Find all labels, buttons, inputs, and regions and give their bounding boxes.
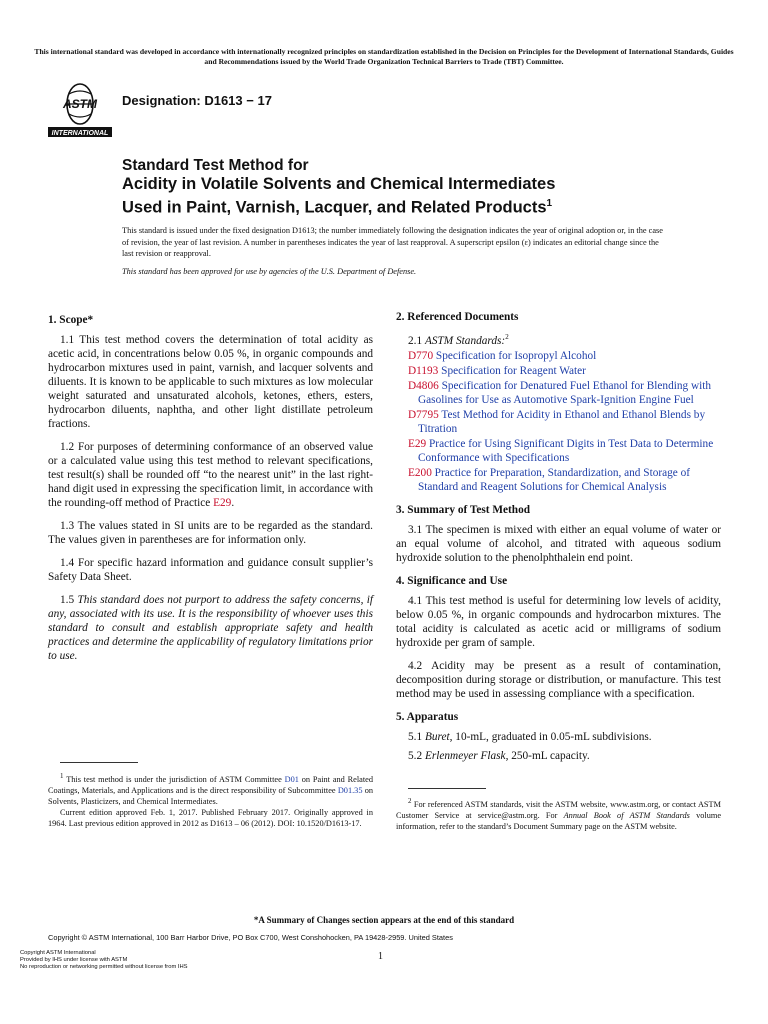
title-line-3-text: Used in Paint, Varnish, Lacquer, and Related Products [122, 198, 547, 217]
subhead-number: 2.1 [408, 334, 425, 347]
significance-heading: 4. Significance and Use [396, 574, 508, 587]
ref-title-e29[interactable]: Practice for Using Significant Digits in Test Data to Determine Conformance with Specifications [418, 437, 714, 464]
significance-4-1: 4.1 This test method is useful for determining low levels of acidity, below 0.05 %, in organic compounds and hydrocarbon mixtures. The total acidity is calculated as acetic acid or milligrams of sodium hydroxide per gram of sample. [396, 594, 721, 649]
logo-international-text: INTERNATIONAL [51, 130, 109, 137]
footnote-divider-right [408, 788, 486, 789]
footnote-1 [48, 771, 373, 829]
ref-title-d7795[interactable]: Test Method for Acidity in Ethanol and Ethanol Blends by Titration [418, 408, 706, 435]
footnote-1-part-c: on Solvents, Plasticizers, and Chemical Intermediates. [48, 785, 373, 806]
apparatus-5-2-name: Erlenmeyer Flask, [424, 749, 509, 762]
title-line-2: Acidity in Volatile Solvents and Chemical Intermediates [122, 175, 556, 193]
subhead-footnote-mark: 2 [505, 333, 509, 341]
summary-of-changes-note: *A Summary of Changes section appears at the end of this standard [253, 915, 515, 925]
scope-1-2-text: 1.2 For purposes of determining conformance of an observed value or a calculated value using this test method to relevant specifications, test result(s) shall be rounded off “to the nearest unit” in the last right-hand digit used in expressing the specification limit, in accordance with the rounding-off method of Practice [48, 441, 373, 509]
footnote-1-edition: Current edition approved Feb. 1, 2017. Published February 2017. Originally approved in 1964. Last previous edition approved in 2012 as D1613 – 06 (2012). DOI: 10.1520/D1613-17. [48, 807, 373, 828]
footnote-2 [396, 796, 721, 832]
footnote-2-part-b: volume information, refer to the standard’s Document Summary page on the ASTM website. [396, 810, 721, 831]
e29-link[interactable]: E29 [213, 497, 232, 509]
license-line: Provided by IHS under license with ASTM [20, 957, 128, 963]
apparatus-5-1 [396, 730, 721, 744]
scope-1-2 [48, 440, 373, 510]
ref-title-d4806[interactable]: Specification for Denatured Fuel Ethanol for Blending with Gasolines for Use as Automotive Spark-Ignition Engine Fuel [418, 379, 712, 406]
ref-code-e200[interactable]: E200 [408, 466, 432, 479]
referenced-documents-heading: 2. Referenced Documents [396, 311, 519, 323]
ref-item [408, 408, 721, 436]
title-line-3 [122, 194, 682, 218]
ref-item [408, 364, 721, 378]
logo-astm-text: ASTM [63, 97, 97, 111]
title-footnote-mark: 1 [546, 198, 553, 209]
right-column [396, 310, 721, 772]
document-title [122, 156, 682, 218]
apparatus-5-1-text: 10-mL, graduated in 0.05-mL subdivisions. [452, 730, 652, 743]
footnote-2-mark: 2 [408, 797, 412, 805]
designation: Designation: D1613 − 17 [122, 93, 272, 108]
subcommittee-d0135-link[interactable]: D01.35 [337, 785, 363, 795]
license-line: Copyright ASTM International [20, 950, 96, 956]
ref-item [408, 379, 721, 407]
copyright-line: Copyright © ASTM International, 100 Barr Harbor Drive, PO Box C700, West Conshohocken, PA 19428-2959. United States [48, 933, 453, 942]
scope-heading: 1. Scope* [48, 314, 94, 326]
apparatus-heading: 5. Apparatus [396, 710, 459, 723]
license-line: No reproduction or networking permitted without license from IHS [20, 964, 188, 970]
footnote-1-text [48, 771, 373, 807]
astm-standards-subhead [396, 330, 721, 348]
ref-item [408, 437, 721, 465]
footnote-1-mark: 1 [60, 772, 64, 780]
subhead-text: ASTM Standards: [424, 334, 506, 347]
apparatus-5-1-name: Buret, [424, 730, 453, 743]
significance-4-2: 4.2 Acidity may be present as a result of contamination, decomposition during storage or distribution, or manufacture. This test method may be used in assessing compliance with a specification. [396, 659, 721, 700]
footnote-2-italic: Annual Book of ASTM Standards [563, 810, 690, 820]
ref-item [408, 349, 721, 363]
issue-note [122, 225, 667, 260]
committee-d01-link[interactable]: D01 [284, 774, 299, 784]
title-line-1: Standard Test Method for [122, 157, 309, 174]
astm-logo-graphic [44, 80, 116, 138]
footnote-2-text [396, 796, 721, 832]
astm-logo [44, 80, 116, 138]
ref-code-d770[interactable]: D770 [408, 349, 434, 362]
left-column [48, 313, 373, 672]
ref-code-d7795[interactable]: D7795 [408, 408, 439, 421]
ref-title-d770[interactable]: Specification for Isopropyl Alcohol [433, 349, 597, 362]
scope-1-5-number: 1.5 [60, 594, 78, 606]
scope-1-2-end: . [231, 497, 235, 509]
scope-1-1: 1.1 This test method covers the determination of total acidity as acetic acid, in concentrations below 0.05 %, in organic compounds and hydrocarbon mixtures used in paint, varnish, and lacquer solvents and diluents. It is known to be applicable to such mixtures as low molecular weight saturated and unsaturated alcohols, ketones, ethers, esters, hydrocarbon diluents, naphtha, and other light distillate petroleum fractions. [48, 334, 373, 430]
apparatus-5-2-text: 250-mL capacity. [508, 749, 590, 762]
ref-item [408, 466, 721, 494]
scope-1-3: 1.3 The values stated in SI units are to be regarded as the standard. The values given in parentheses are for information only. [48, 520, 373, 546]
footnote-2-part-a: For referenced ASTM standards, visit the ASTM website, www.astm.org, or contact ASTM Customer Service at service@astm.org. For [396, 799, 721, 820]
apparatus-5-1-number: 5.1 [408, 730, 425, 743]
ref-code-d1193[interactable]: D1193 [408, 364, 439, 377]
footnote-1-part-a: This test method is under the jurisdiction of ASTM Committee [63, 774, 285, 784]
ref-title-d1193[interactable]: Specification for Reagent Water [438, 364, 586, 377]
ref-code-e29[interactable]: E29 [408, 437, 427, 450]
footnote-divider-left [60, 762, 138, 763]
scope-1-5 [48, 593, 373, 663]
ref-code-d4806[interactable]: D4806 [408, 379, 439, 392]
page-number: 1 [378, 951, 383, 962]
issue-note-text: This standard is issued under the fixed designation D1613; the number immediately following the designation indicates the year of original adoption or, in the case of revision, the year of last revision. A number in parentheses indicates the year of last reapproval. A superscript epsilon (ε) indicates an editorial change since the last revision or reapproval. [122, 226, 663, 258]
scope-1-4: 1.4 For specific hazard information and guidance consult supplier’s Safety Data Sheet. [48, 557, 373, 583]
referenced-documents-list [396, 330, 721, 494]
summary-heading: 3. Summary of Test Method [396, 503, 530, 516]
license-notice [20, 950, 188, 971]
apparatus-5-2-number: 5.2 [408, 749, 425, 762]
footnote-1-part-b: on Paint and Related Coatings, Materials, and Applications and is the direct responsibility of Subcommittee [48, 774, 373, 795]
apparatus-5-2 [396, 749, 721, 763]
scope-1-5-text: This standard does not purport to address the safety concerns, if any, associated with its use. It is the responsibility of whoever uses this standard to consult and establish appropriate safety and health practices and determine the applicability of regulatory limitations prior to use. [48, 594, 373, 662]
dod-approval-note: This standard has been approved for use by agencies of the U.S. Department of Defense. [122, 267, 417, 276]
ref-title-e200[interactable]: Practice for Preparation, Standardization, and Storage of Standard and Reagent Solutions for Chemical Analysis [418, 466, 691, 493]
wto-banner: This international standard was developed in accordance with internationally recognized principles on standardization established in the Decision on Principles for the Development of International Standards, Guides and Recommendations issued by the World Trade Organization Technical Barriers to Trade (TBT) Committee. [34, 47, 734, 66]
summary-3-1: 3.1 The specimen is mixed with either an equal volume of water or an equal volume of alcohol, and titrated with aqueous sodium hydroxide solution to the phenolphthalein end point. [396, 523, 721, 564]
